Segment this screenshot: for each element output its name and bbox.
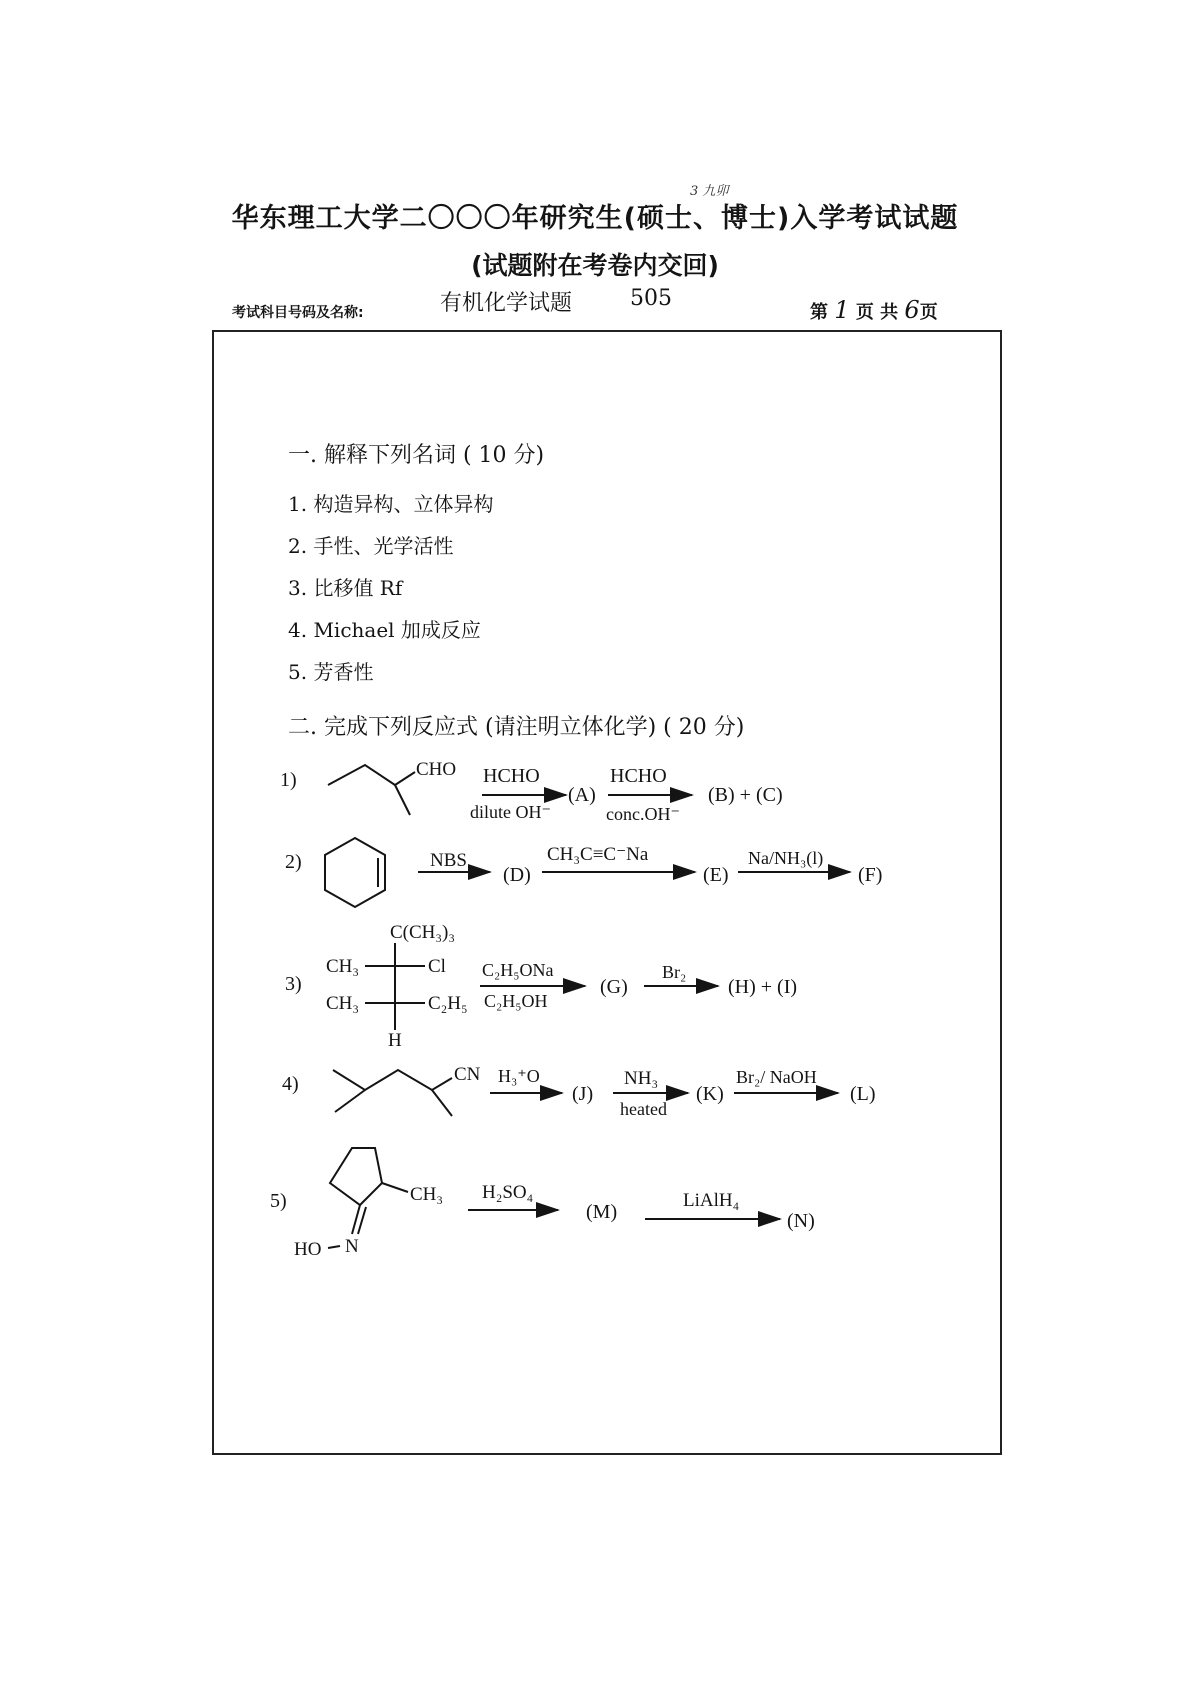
r5-nitrogen: N xyxy=(345,1236,359,1257)
exam-title: 华东理工大学二〇〇〇年研究生(硕士、博士)入学考试试题 xyxy=(231,203,959,234)
r4-branch-2 xyxy=(432,1090,452,1116)
section1-item-1: 1. 构造异构、立体异构 xyxy=(288,492,494,516)
r5-methyl-bond xyxy=(382,1183,408,1192)
r1-branch xyxy=(395,785,410,815)
r5-product-m: (M) xyxy=(586,1201,618,1223)
r1-product-bc: (B) + (C) xyxy=(708,784,783,806)
r3-number: 3) xyxy=(285,973,302,995)
r2-number: 2) xyxy=(285,851,302,873)
section2-heading: 二. 完成下列反应式 (请注明立体化学) ( 20 分) xyxy=(288,715,745,740)
page-suffix: 页 xyxy=(919,302,938,323)
section1-heading: 一. 解释下列名词 ( 10 分) xyxy=(288,443,545,468)
r1-substituent: CHO xyxy=(416,759,457,780)
section1-item-2: 2. 手性、光学活性 xyxy=(288,534,454,558)
r3-bottom-group: H xyxy=(388,1030,402,1051)
r4-substituent: CN xyxy=(454,1064,481,1085)
r2-product-f: (F) xyxy=(858,864,883,886)
page-prefix: 第 xyxy=(810,302,828,323)
r5-reagent1: H₂SO₄ xyxy=(482,1182,534,1203)
r2-ring xyxy=(325,838,385,907)
section1-item-5: 5. 芳香性 xyxy=(288,660,374,684)
r5-number: 5) xyxy=(270,1190,287,1212)
r4-reagent2-top: NH₃ xyxy=(624,1068,659,1089)
page-current: 1 xyxy=(834,296,850,324)
r1-skeleton xyxy=(328,765,415,785)
exam-subtitle: (试题附在考卷内交回) xyxy=(471,251,719,280)
r4-reagent1: H₃⁺O xyxy=(498,1066,540,1086)
r1-number: 1) xyxy=(280,769,297,791)
r3-reagent1-top: C₂H₅ONa xyxy=(482,960,554,980)
subject-code: 505 xyxy=(630,286,672,311)
subject-label: 考试科目号码及名称: xyxy=(232,305,364,321)
r3-product-g: (G) xyxy=(600,976,628,998)
page-mid: 页 共 xyxy=(855,302,899,323)
r5-ring xyxy=(330,1148,382,1205)
section1-item-3: 3. 比移值 Rf xyxy=(288,576,403,600)
r3-left-lower: CH₃ xyxy=(326,993,360,1014)
r1-reagent1-top: HCHO xyxy=(483,765,540,787)
section1-item-4: 4. Michael 加成反应 xyxy=(288,618,481,642)
r4-reagent3: Br₂/ NaOH xyxy=(736,1067,817,1087)
r5-reagent2: LiAlH₄ xyxy=(683,1190,740,1211)
r3-reagent1-bottom: C₂H₅OH xyxy=(484,991,548,1011)
r4-branch-1 xyxy=(335,1090,365,1112)
r1-reagent2-top: HCHO xyxy=(610,765,667,787)
r4-product-l: (L) xyxy=(850,1083,876,1105)
r3-top-group: C(CH₃)₃ xyxy=(390,922,455,943)
r5-oxime-ho: HO xyxy=(294,1239,322,1260)
r3-right-lower: C₂H₅ xyxy=(428,993,468,1014)
r1-product-a: (A) xyxy=(568,784,596,806)
r2-reagent1: NBS xyxy=(430,850,467,871)
r5-product-n: (N) xyxy=(787,1210,815,1232)
r1-reagent1-bottom: dilute OH⁻ xyxy=(470,802,551,822)
r5-no-bond xyxy=(328,1246,340,1248)
subject-name: 有机化学试题 xyxy=(440,291,573,316)
handwritten-note: 3 九卯 xyxy=(690,184,729,199)
r5-substituent: CH₃ xyxy=(410,1184,444,1205)
r4-product-j: (J) xyxy=(572,1083,594,1105)
r1-reagent2-bottom: conc.OH⁻ xyxy=(606,804,680,824)
r4-skeleton xyxy=(333,1070,452,1090)
r4-reagent2-bottom: heated xyxy=(620,1099,667,1119)
r4-product-k: (K) xyxy=(696,1083,724,1105)
r2-reagent2: CH₃C≡C⁻Na xyxy=(547,844,649,865)
r4-number: 4) xyxy=(282,1073,299,1095)
r3-right-upper: Cl xyxy=(428,956,446,977)
r3-reagent2: Br₂ xyxy=(662,962,687,982)
r2-reagent3: Na/NH₃(l) xyxy=(748,848,824,868)
page-total: 6 xyxy=(904,296,920,324)
r2-product-d: (D) xyxy=(503,864,531,886)
r2-product-e: (E) xyxy=(703,864,729,886)
r3-left-upper: CH₃ xyxy=(326,956,360,977)
r3-product-hi: (H) + (I) xyxy=(728,976,798,998)
